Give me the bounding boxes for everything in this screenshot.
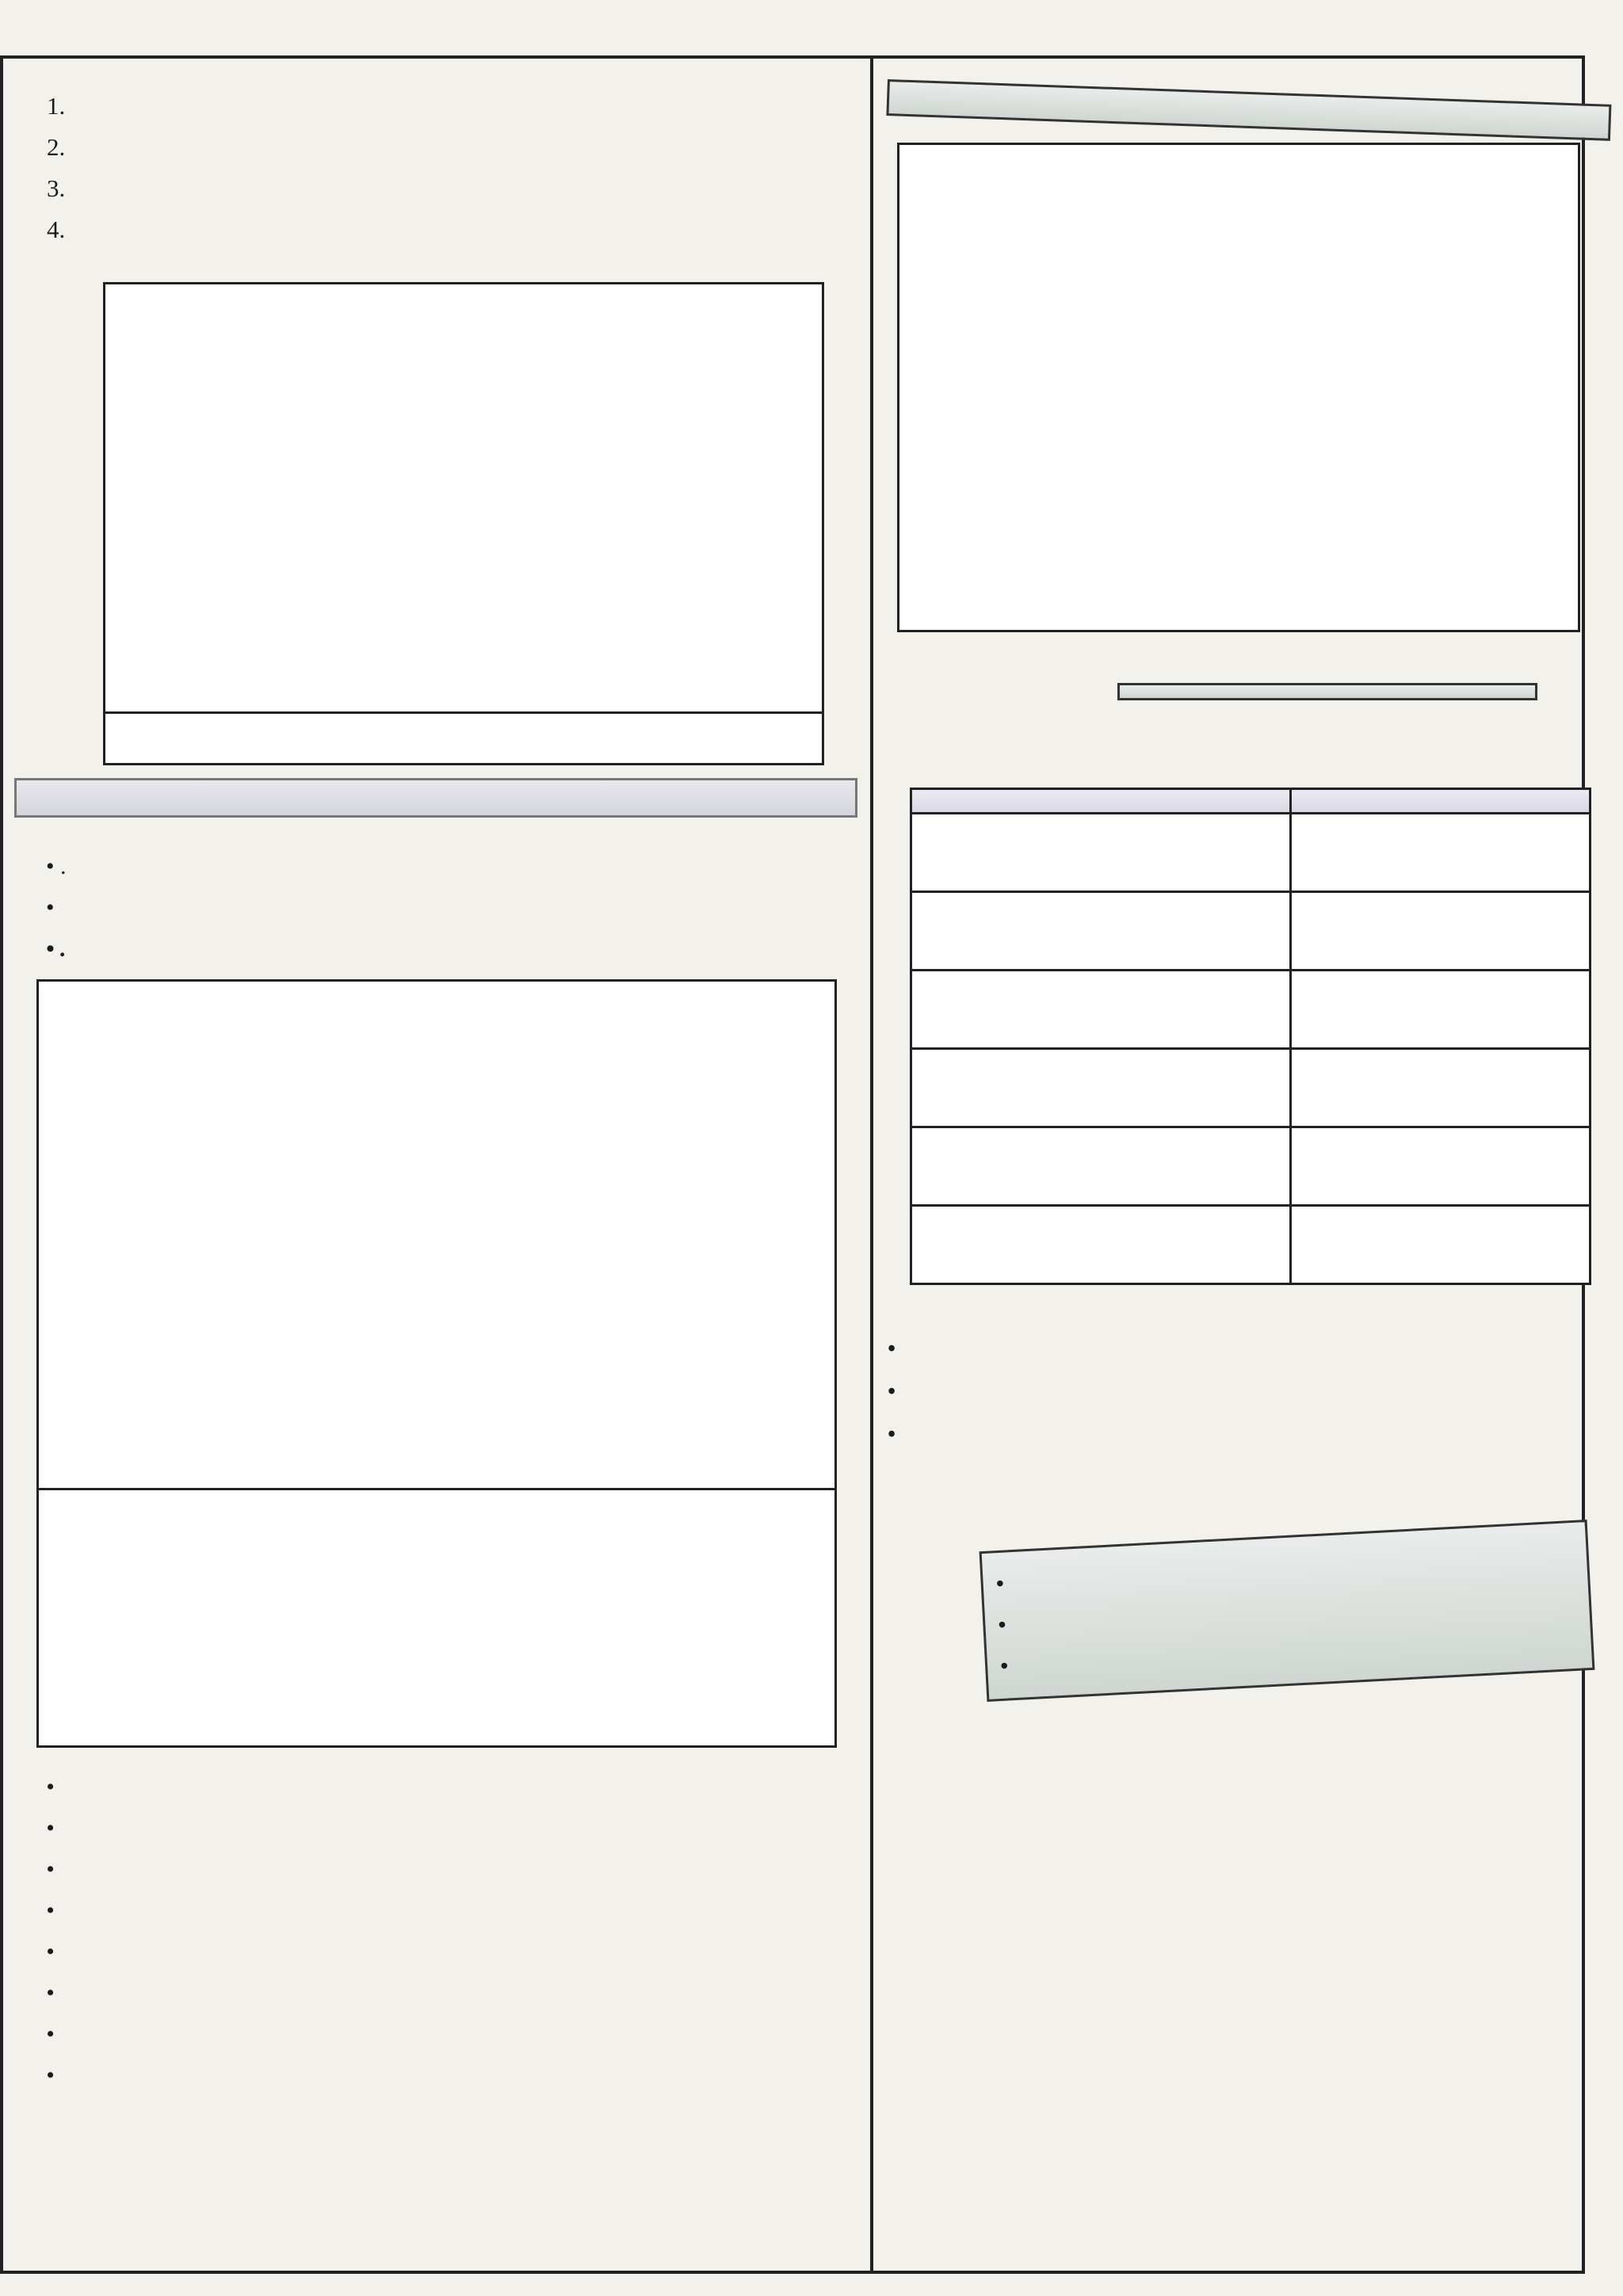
noble-gas-table (910, 788, 1591, 1285)
noble-gas-row (911, 892, 1591, 971)
block-item (46, 2014, 848, 2055)
fig2-modern-table (36, 979, 837, 1748)
fig1-caption (105, 711, 822, 727)
fig3-colored-table (897, 143, 1580, 632)
modern-table-graphic (39, 982, 834, 1484)
block-item (46, 1767, 848, 1808)
colored-table-graphic (899, 145, 1578, 630)
right-column (888, 71, 1585, 1686)
column-divider (870, 55, 873, 2274)
noble-gas-row (911, 1127, 1591, 1206)
left-column (24, 71, 848, 2096)
limitations-list (24, 86, 848, 250)
limitation-item (71, 86, 848, 127)
limitation-item (71, 168, 848, 209)
noble-gas-name (911, 1127, 1291, 1206)
discoverer (1291, 814, 1591, 892)
modern-bullet-2 (46, 887, 848, 929)
noble-gas-name (911, 892, 1291, 971)
noble-gas-col-header (911, 789, 1291, 814)
discoverer (1291, 1127, 1591, 1206)
facts-box (980, 1520, 1595, 1702)
noble-gas-name (911, 1049, 1291, 1127)
group-names-box (1117, 683, 1537, 700)
noble-gas-name (911, 971, 1291, 1049)
block-item (46, 1932, 848, 1973)
noble-gas-name (911, 1206, 1291, 1284)
fig2-caption (39, 1488, 834, 1512)
special-elements-list (888, 1328, 1585, 1456)
noble-gas-row (911, 1049, 1591, 1127)
modern-bullets (24, 846, 848, 970)
summary-list (39, 1512, 834, 1519)
noble-gas-row (911, 971, 1591, 1049)
discoverer (1291, 892, 1591, 971)
block-item (46, 1973, 848, 2014)
discoverer (1291, 1049, 1591, 1127)
fact-line: • (997, 1612, 1007, 1638)
discoverer (1291, 1206, 1591, 1284)
block-list (24, 1767, 848, 2096)
special-element (888, 1371, 1585, 1413)
block-item (46, 1890, 848, 1932)
modern-bullet-3: • . (46, 929, 848, 970)
block-item (46, 1808, 848, 1849)
block-item (46, 1849, 848, 1890)
special-element (888, 1413, 1585, 1456)
block-item (46, 2055, 848, 2096)
fig1-mendeleev-table (103, 282, 824, 765)
modern-bullet-1: • . (46, 846, 848, 887)
limitation-item (71, 127, 848, 168)
discoverer (1291, 971, 1591, 1049)
fact-line: • (995, 1571, 1005, 1597)
metalloid-definition-box (886, 79, 1611, 141)
fact-line: • (999, 1653, 1009, 1680)
limitation-item (71, 209, 848, 250)
discovered-by-col-header (1291, 789, 1591, 814)
mendeleev-table-graphic (105, 284, 822, 707)
modern-section-title (14, 778, 857, 818)
noble-gas-name (911, 814, 1291, 892)
special-element (888, 1328, 1585, 1371)
noble-gas-row (911, 1206, 1591, 1284)
noble-gas-row (911, 814, 1591, 892)
